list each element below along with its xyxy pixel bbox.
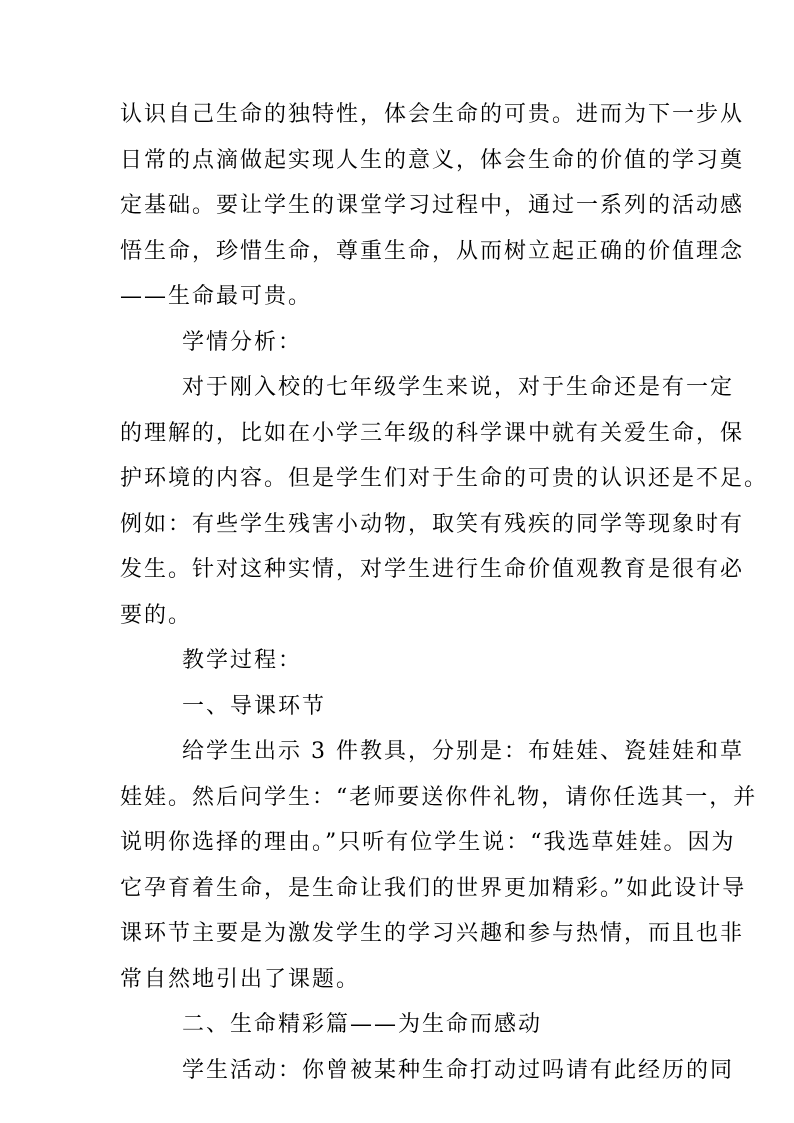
- subsection-heading-life: 二、生命精彩篇——为生命而感动: [182, 1012, 543, 1037]
- body-text-line: 的理解的，比如在小学三年级的科学课中就有关爱生命，保: [120, 421, 745, 446]
- body-text-line: 发生。针对这种实情，对学生进行生命价值观教育是很有必: [120, 557, 745, 582]
- body-text-line: ——生命最可贵。: [120, 284, 313, 309]
- body-text-line: 认识自己生命的独特性，体会生命的可贵。进而为下一步从: [120, 102, 745, 127]
- body-text-line: 课环节主要是为激发学生的学习兴趣和参与热情，而且也非: [120, 921, 745, 946]
- section-heading-analysis: 学情分析：: [182, 330, 303, 355]
- body-text-line: 定基础。要让学生的课堂学习过程中，通过一系列的活动感: [120, 193, 745, 218]
- subsection-heading-intro: 一、导课环节: [182, 694, 327, 719]
- body-text-line: 护环境的内容。但是学生们对于生命的可贵的认识还是不足。: [120, 466, 769, 491]
- body-text-line: 常自然地引出了课题。: [120, 967, 361, 992]
- body-text-line: 娃娃。然后问学生：“老师要送你件礼物，请你任选其一，并: [120, 785, 758, 810]
- section-heading-process: 教学过程：: [182, 648, 303, 673]
- body-text-line: 对于刚入校的七年级学生来说，对于生命还是有一定: [182, 375, 735, 400]
- body-text-line: 日常的点滴做起实现人生的意义，体会生命的价值的学习奠: [120, 148, 745, 173]
- body-text-line: 要的。: [120, 603, 193, 628]
- body-text-line: 例如：有些学生残害小动物，取笑有残疾的同学等现象时有: [120, 512, 745, 537]
- body-text-line: 学生活动：你曾被某种生命打动过吗请有此经历的同: [182, 1058, 735, 1083]
- body-text-line: 它孕育着生命，是生命让我们的世界更加精彩。”如此设计导: [120, 876, 747, 901]
- body-text-line: 给学生出示 3 件教具，分别是：布娃娃、瓷娃娃和草: [182, 739, 744, 764]
- body-text-line: 说明你选择的理由。”只听有位学生说：“我选草娃娃。因为: [120, 830, 736, 855]
- body-text-line: 悟生命，珍惜生命，尊重生命，从而树立起正确的价值理念: [120, 239, 745, 264]
